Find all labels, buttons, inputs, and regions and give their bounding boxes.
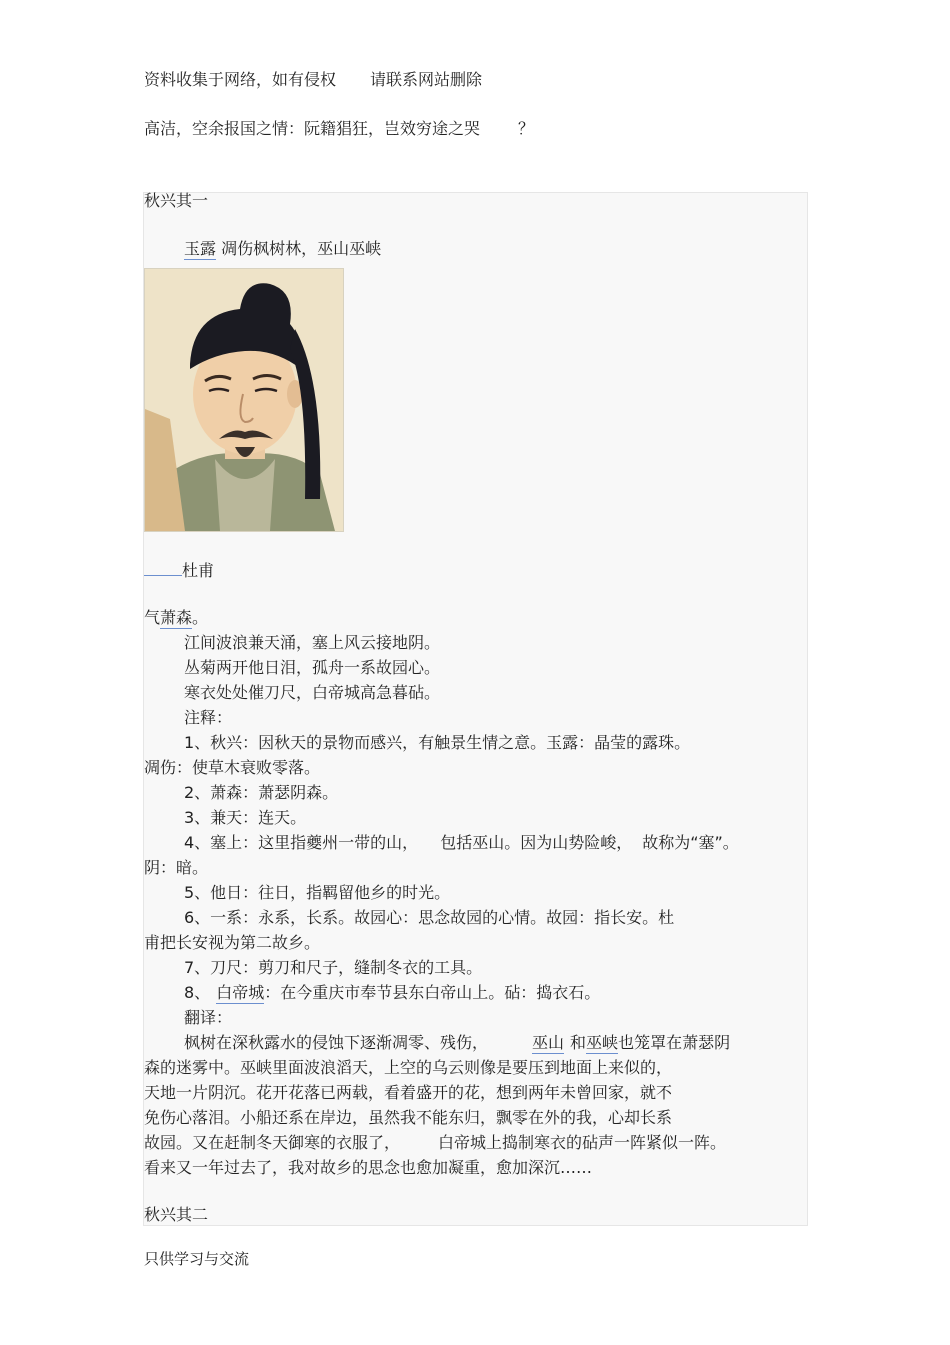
note-3: 3、兼天：连天。 [184, 808, 307, 827]
header-contact: 请联系网站删除 [370, 70, 483, 89]
verse-1-cont-text: 气 [144, 608, 161, 627]
poem1-title: 秋兴其一 [144, 191, 209, 210]
note-1-line-b: 凋伤：使草木衰败零落。 [144, 758, 321, 777]
term-wuxia-link[interactable]: 巫峡 [586, 1033, 619, 1052]
poem1-verse-3: 丛菊两开他日泪，孤舟一系故园心。 [184, 658, 441, 677]
note-4-part-1: 4、塞上：这里指夔州一带的山， [184, 833, 419, 852]
note-8-prefix: 8、 [184, 983, 211, 1002]
note-6-line-b: 甫把长安视为第二故乡。 [144, 933, 321, 952]
note-8 [184, 982, 600, 1004]
header-prev-text: 高洁，空余报国之情：阮籍猖狂，岂效穷途之哭 [144, 119, 481, 138]
poem1-author: 杜甫 [182, 561, 215, 580]
portrait-drawing [145, 269, 343, 531]
translation-line-4: 免伤心落泪。小船还系在岸边，虽然我不能东归，飘零在外的我，心却长系 [144, 1108, 673, 1127]
note-5: 5、他日：往日，指羁留他乡的时光。 [184, 883, 451, 902]
translation-1-text-end: 也笼罩在萧瑟阴 [618, 1033, 731, 1052]
header-question-mark: ？ [518, 119, 535, 138]
translation-line-5 [144, 1132, 726, 1154]
translation-1-and: 和 [570, 1033, 587, 1052]
poem2-title: 秋兴其二 [144, 1205, 209, 1224]
translation-label: 翻译： [184, 1008, 233, 1027]
poem1-verse-4: 寒衣处处催刀尺，白帝城高急暮砧。 [184, 683, 441, 702]
note-2: 2、萧森：萧瑟阴森。 [184, 783, 339, 802]
term-xiaosen-link[interactable]: 萧森 [160, 608, 193, 627]
note-8-text: ：在今重庆市奉节县东白帝山上。砧：捣衣石。 [264, 983, 601, 1002]
term-wushan-link[interactable]: 巫山 [532, 1033, 565, 1052]
poem1-author-line [144, 560, 214, 582]
translation-line-1 [184, 1032, 730, 1054]
translation-line-3: 天地一片阴沉。花开花落已两载，看着盛开的花，想到两年未曾回家，就不 [144, 1083, 673, 1102]
poem1-verse-1 [184, 238, 381, 260]
author-blank-line [144, 561, 182, 576]
poem1-verse-1-cont [144, 607, 208, 629]
translation-line-2: 森的迷雾中。巫峡里面波浪滔天，上空的乌云则像是要压到地面上来似的， [144, 1058, 673, 1077]
note-4-part-3: 故称为“塞”。 [642, 833, 739, 852]
poem1-verse-2: 江间波浪兼天涌，塞上风云接地阴。 [184, 633, 441, 652]
translation-5-part-1: 故园。又在赶制冬天御寒的衣服了， [144, 1133, 401, 1152]
verse-1-cont-period: 。 [192, 608, 209, 627]
note-7: 7、刀尺：剪刀和尺子，缝制冬衣的工具。 [184, 958, 483, 977]
translation-line-6: 看来又一年过去了，我对故乡的思念也愈加凝重，愈加深沉…… [144, 1158, 593, 1177]
note-4-part-2: 包括巫山。因为山势险峻， [440, 833, 633, 852]
term-yulu-link[interactable]: 玉露 [184, 239, 217, 258]
verse-1-text: 凋伤枫树林，巫山巫峡 [221, 239, 382, 258]
note-4-line-a [184, 832, 739, 854]
header-disclaimer: 资料收集于网络，如有侵权 [144, 70, 337, 89]
translation-5-part-2: 白帝城上捣制寒衣的砧声一阵紧似一阵。 [438, 1133, 727, 1152]
note-6-line-a: 6、一系：永系，长系。故园心：思念故园的心情。故园：指长安。杜 [184, 908, 675, 927]
header-line-1 [144, 69, 482, 91]
note-1-line-a: 1、秋兴：因秋天的景物而感兴，有触景生情之意。玉露：晶莹的露珠。 [184, 733, 691, 752]
footer-note: 只供学习与交流 [144, 1250, 250, 1268]
du-fu-portrait [144, 268, 344, 532]
notes-label: 注释： [184, 708, 233, 727]
note-4-line-b: 阴：暗。 [144, 858, 209, 877]
translation-1-text: 枫树在深秋露水的侵蚀下逐渐凋零、残伤， [184, 1033, 489, 1052]
header-line-2 [144, 118, 534, 140]
term-baidicheng-link[interactable]: 白帝城 [216, 983, 265, 1002]
